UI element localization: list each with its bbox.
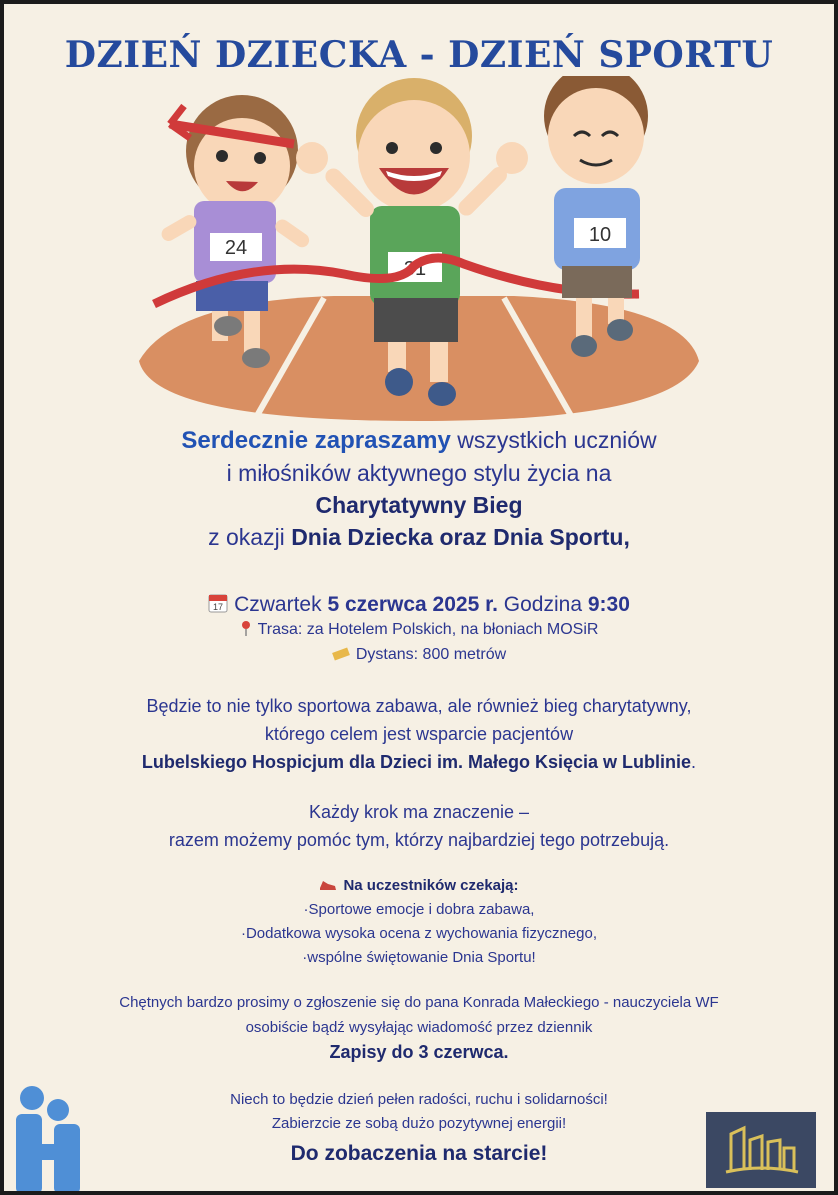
event-time: 9:30 (587, 593, 630, 616)
poster (4, 4, 834, 1191)
running-shoe-icon (319, 878, 337, 892)
school-logo (706, 1112, 816, 1188)
rewards-section (4, 874, 834, 970)
charity-paragraph: Będzie to nie tylko sportowa zabawa, ale również bieg charytatywny, którego celem jest wsparcie pacjentów Lubelskiego Hospicjum dla Dzieci im. Małego Księcia w Lublinie. (4, 692, 834, 776)
event-route: Trasa: za Hotelem Polskich, na błoniach MOSiR (257, 621, 599, 638)
event-distance: Dystans: 800 metrów (355, 646, 507, 663)
bib-31: 31 (403, 258, 427, 280)
motto-line2: razem możemy pomóc tym, którzy najbardziej tego potrzebują. (168, 830, 670, 850)
page-title: DZIEŃ DZIECKA - DZIEŃ SPORTU (64, 34, 774, 76)
ruler-icon (332, 647, 350, 661)
svg-text:17: 17 (213, 602, 224, 612)
signup-line1: Chętnych bardzo prosimy o zgłoszenie się do pana Konrada Małeckiego - nauczyciela WF (119, 994, 719, 1011)
signup-section (4, 990, 834, 1065)
hospice-name: Lubelskiego Hospicjum dla Dzieci im. Małego Księcia w Lublinie (141, 752, 692, 772)
buildings-icon (706, 1112, 816, 1188)
event-details (4, 592, 834, 667)
hospice-logo (14, 1084, 86, 1191)
invite-occasion: Dnia Dziecka oraz Dnia Sportu, (291, 524, 630, 550)
event-day: Czwartek (234, 593, 322, 616)
charity-line2: którego celem jest wsparcie pacjentów (264, 724, 574, 744)
reward-item: ·Sportowe emocje i dobra zabawa, (303, 901, 535, 918)
rewards-heading: Na uczestników czekają: (343, 877, 519, 894)
invite-line2: i miłośników aktywnego stylu życia na (226, 460, 612, 486)
invite-occasion-prefix: z okazji (208, 524, 285, 550)
closing-line2: Zabierzcie ze sobą dużo pozytywnej energii! (271, 1115, 567, 1132)
calendar-icon (208, 593, 228, 613)
reward-item: ·wspólne świętowanie Dnia Sportu! (302, 949, 536, 966)
running-kids-illustration (134, 76, 704, 421)
signup-line2: osobiście bądź wysyłając wiadomość przez dziennik (245, 1019, 593, 1036)
event-date: 5 czerwca 2025 r. (327, 593, 498, 616)
closing-line3: Do zobaczenia na starcie! (290, 1142, 548, 1165)
invitation (4, 424, 834, 553)
signup-deadline: Zapisy do 3 czerwca. (329, 1042, 509, 1062)
invite-line1: wszystkich uczniów (457, 427, 657, 453)
event-time-label: Godzina (503, 593, 583, 616)
pin-icon (240, 620, 252, 636)
motto-paragraph (4, 798, 834, 854)
charity-line1: Będzie to nie tylko sportowa zabawa, ale również bieg charytatywny, (146, 696, 692, 716)
motto-line1: Każdy krok ma znaczenie – (308, 802, 530, 822)
closing-line1: Niech to będzie dzień pełen radości, ruchu i solidarności! (230, 1091, 608, 1108)
reward-item: ·Dodatkowa wysoka ocena z wychowania fizycznego, (240, 925, 597, 942)
event-name: Charytatywny Bieg (315, 492, 523, 518)
bib-10: 10 (588, 224, 612, 246)
bib-24: 24 (224, 237, 248, 259)
invite-highlight: Serdecznie zapraszamy (181, 427, 451, 454)
